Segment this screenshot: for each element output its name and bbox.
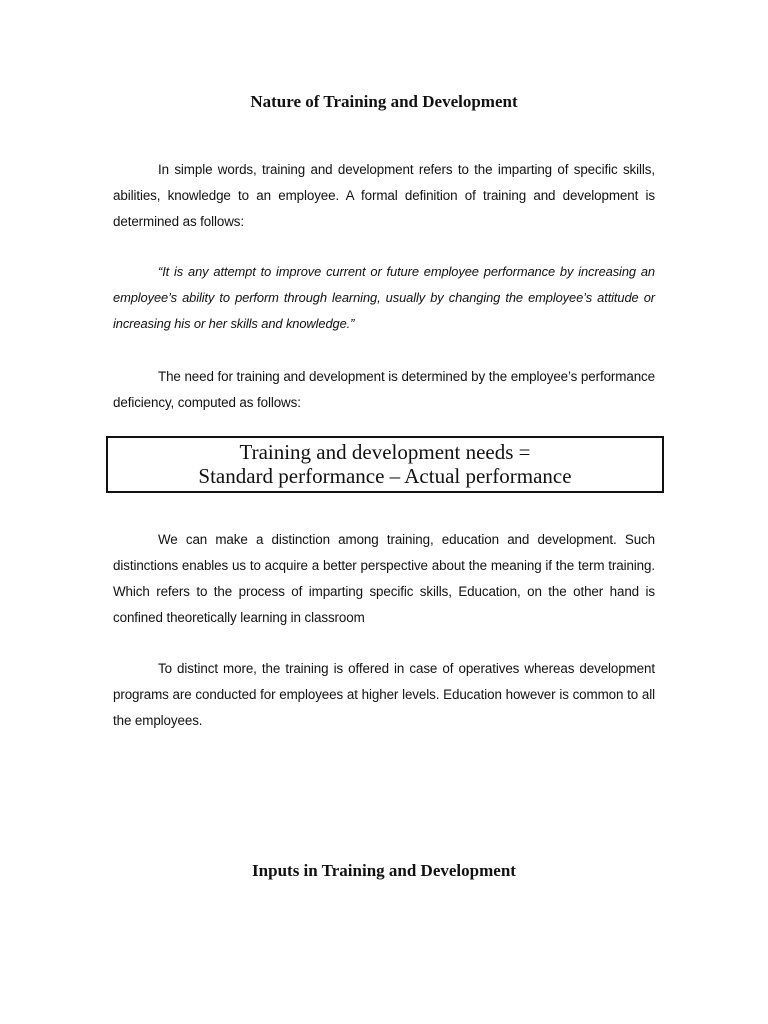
formula-line-1: Training and development needs = [239, 440, 531, 464]
definition-quote: “It is any attempt to improve current or future employee performance by increasing an employee’s ability to perform through learning, usually by changing the employee’s attitude or increasing his or her skills and knowledge.” [113, 264, 655, 331]
distinction-paragraph: We can make a distinction among training, education and development. Such distinctions enables us to acquire a better perspective about the meaning if the term training. Which refers to the process of imparting specific skills, Education, on the other hand is confined theoretically learning in classroom [113, 532, 655, 625]
need-paragraph: The need for training and development is determined by the employee’s performance deficiency, computed as follows: [113, 369, 655, 410]
section-title-inputs: Inputs in Training and Development [252, 861, 516, 880]
formula-line-2: Standard performance – Actual performance [198, 464, 572, 488]
formula-box [106, 436, 664, 493]
intro-paragraph: In simple words, training and development refers to the imparting of specific skills, abilities, knowledge to an employee. A formal definition of training and development is determined as follows: [113, 162, 655, 229]
operatives-paragraph: To distinct more, the training is offered in case of operatives whereas development programs are conducted for employees at higher levels. Education however is common to all the employees. [113, 661, 655, 728]
section-title-nature: Nature of Training and Development [250, 92, 518, 111]
